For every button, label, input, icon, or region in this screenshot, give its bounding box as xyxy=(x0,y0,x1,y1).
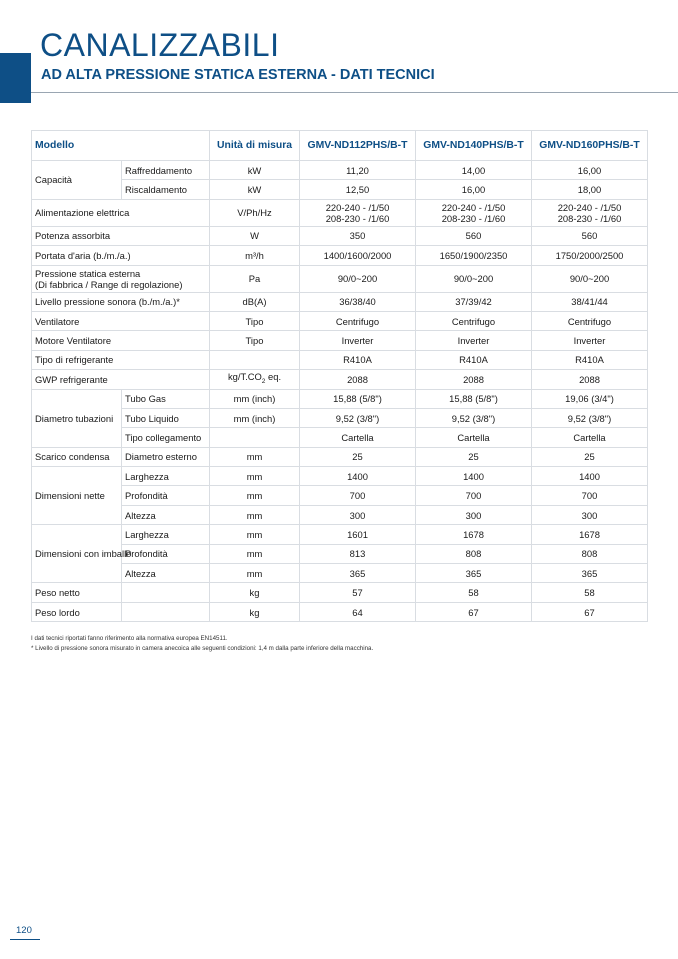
value-line: 220-240 - /1/50 xyxy=(441,201,506,213)
table-row xyxy=(32,389,648,408)
unit-cell xyxy=(210,370,300,389)
unit-subscript: 2 xyxy=(261,378,266,386)
unit-cell: mm (inch) xyxy=(210,389,300,408)
unit-cell: mm xyxy=(210,564,300,583)
value-cell: R410A xyxy=(532,350,648,369)
table-row xyxy=(32,265,648,292)
table-row xyxy=(32,602,648,621)
table-row xyxy=(32,564,648,583)
value-cell: 1400 xyxy=(532,467,648,486)
technical-data-table xyxy=(31,130,648,622)
value-cell: 700 xyxy=(532,486,648,505)
value-cell: 808 xyxy=(416,544,532,563)
page-number-rule xyxy=(10,939,40,940)
value-cell: 12,50 xyxy=(300,180,416,199)
footnote: * Livello di pressione sonora misurato in camera anecoica alle seguenti condizioni: 1,4 m dalla parte inferiore della macchina. xyxy=(31,645,374,652)
table-row xyxy=(32,311,648,330)
value-cell: R410A xyxy=(300,350,416,369)
table-row xyxy=(32,226,648,245)
unit-cell: Tipo xyxy=(210,311,300,330)
row-label: Altezza xyxy=(122,564,210,583)
unit-cell: mm (inch) xyxy=(210,408,300,427)
group-label: Dimensioni con imballo xyxy=(32,525,122,583)
value-cell: 18,00 xyxy=(532,180,648,199)
row-label: Riscaldamento xyxy=(122,180,210,199)
value-cell: 700 xyxy=(300,486,416,505)
group-label: Scarico condensa xyxy=(32,447,122,466)
row-label: Tubo Liquido xyxy=(122,408,210,427)
page-subtitle: AD ALTA PRESSIONE STATICA ESTERNA - DATI TECNICI xyxy=(41,67,435,83)
value-cell: 11,20 xyxy=(300,161,416,180)
unit-cell: kg xyxy=(210,602,300,621)
table-row xyxy=(32,331,648,350)
row-label: Alimentazione elettrica xyxy=(32,199,210,226)
value-cell: Centrifugo xyxy=(416,311,532,330)
row-label: Larghezza xyxy=(122,467,210,486)
unit-cell xyxy=(210,350,300,369)
table-row xyxy=(32,525,648,544)
value-cell: 58 xyxy=(416,583,532,602)
unit-text: kg/T.CO xyxy=(227,371,262,383)
group-label: Diametro tubazioni xyxy=(32,389,122,447)
table-row xyxy=(32,408,648,427)
value-cell: 37/39/42 xyxy=(416,292,532,311)
value-cell: Cartella xyxy=(532,428,648,447)
value-line: 208-230 - /1/60 xyxy=(325,212,390,224)
unit-cell: mm xyxy=(210,505,300,524)
unit-cell: V/Ph/Hz xyxy=(210,199,300,226)
header-modello: Modello xyxy=(32,131,210,161)
row-label-line: Pressione statica esterna xyxy=(35,267,141,279)
value-cell: 57 xyxy=(300,583,416,602)
table-row xyxy=(32,161,648,180)
value-cell: 25 xyxy=(532,447,648,466)
table-row xyxy=(32,467,648,486)
value-line: 208-230 - /1/60 xyxy=(557,212,622,224)
row-label: Peso netto xyxy=(32,583,122,602)
table-row xyxy=(32,370,648,389)
value-cell: 67 xyxy=(532,602,648,621)
empty-cell xyxy=(122,602,210,621)
value-cell: 25 xyxy=(300,447,416,466)
unit-cell: kW xyxy=(210,180,300,199)
value-cell: 14,00 xyxy=(416,161,532,180)
value-cell: 16,00 xyxy=(532,161,648,180)
page-title: CANALIZZABILI xyxy=(40,27,280,63)
value-cell xyxy=(300,199,416,226)
unit-cell: mm xyxy=(210,486,300,505)
header-model-1: GMV-ND112PHS/B-T xyxy=(300,131,416,161)
value-cell: 808 xyxy=(532,544,648,563)
value-cell: 1650/1900/2350 xyxy=(416,246,532,265)
value-line: 220-240 - /1/50 xyxy=(557,201,622,213)
unit-cell: Tipo xyxy=(210,331,300,350)
value-cell: 350 xyxy=(300,226,416,245)
group-label: Capacità xyxy=(32,161,122,200)
value-line: 208-230 - /1/60 xyxy=(441,212,506,224)
value-cell: 300 xyxy=(416,505,532,524)
unit-cell: kW xyxy=(210,161,300,180)
row-label: Tubo Gas xyxy=(122,389,210,408)
value-cell: 1400 xyxy=(300,467,416,486)
row-label: Profondità xyxy=(122,486,210,505)
row-label-line: (Di fabbrica / Range di regolazione) xyxy=(35,278,183,290)
page-number: 120 xyxy=(16,925,32,936)
row-label: Larghezza xyxy=(122,525,210,544)
table-row xyxy=(32,505,648,524)
unit-cell: mm xyxy=(210,525,300,544)
value-cell xyxy=(416,199,532,226)
value-cell: 365 xyxy=(416,564,532,583)
table-header-row xyxy=(32,131,648,161)
value-cell: 2088 xyxy=(532,370,648,389)
header-model-2: GMV-ND140PHS/B-T xyxy=(416,131,532,161)
value-cell: 700 xyxy=(416,486,532,505)
value-cell: 300 xyxy=(300,505,416,524)
value-cell: 1750/2000/2500 xyxy=(532,246,648,265)
empty-cell xyxy=(122,583,210,602)
value-cell: 813 xyxy=(300,544,416,563)
unit-cell: Pa xyxy=(210,265,300,292)
value-cell: Centrifugo xyxy=(300,311,416,330)
value-cell: 64 xyxy=(300,602,416,621)
value-cell: 1678 xyxy=(416,525,532,544)
footnote: I dati tecnici riportati fanno riferimento alla normativa europea EN14511. xyxy=(31,635,228,642)
unit-text: eq. xyxy=(265,371,282,383)
value-cell: 16,00 xyxy=(416,180,532,199)
value-cell: Inverter xyxy=(532,331,648,350)
row-label: Tipo collegamento xyxy=(122,428,210,447)
unit-cell: mm xyxy=(210,467,300,486)
value-cell: 300 xyxy=(532,505,648,524)
value-cell: 36/38/40 xyxy=(300,292,416,311)
footnotes xyxy=(31,634,373,654)
row-label: Peso lordo xyxy=(32,602,122,621)
value-cell: 15,88 (5/8") xyxy=(416,389,532,408)
value-cell xyxy=(532,199,648,226)
row-label: Ventilatore xyxy=(32,311,210,330)
value-cell: 2088 xyxy=(300,370,416,389)
row-label: Tipo di refrigerante xyxy=(32,350,210,369)
row-label: Profondità xyxy=(122,544,210,563)
value-cell: 58 xyxy=(532,583,648,602)
table-row xyxy=(32,292,648,311)
value-cell: 90/0~200 xyxy=(532,265,648,292)
row-label: Potenza assorbita xyxy=(32,226,210,245)
table-row xyxy=(32,180,648,199)
title-divider xyxy=(31,92,678,93)
row-label: Motore Ventilatore xyxy=(32,331,210,350)
table-row xyxy=(32,199,648,226)
row-label: Raffreddamento xyxy=(122,161,210,180)
value-cell: 2088 xyxy=(416,370,532,389)
group-label: Dimensioni nette xyxy=(32,467,122,525)
unit-cell: m³/h xyxy=(210,246,300,265)
value-cell: Centrifugo xyxy=(532,311,648,330)
row-label: Altezza xyxy=(122,505,210,524)
value-cell: 560 xyxy=(416,226,532,245)
value-cell: 19,06 (3/4") xyxy=(532,389,648,408)
value-cell: R410A xyxy=(416,350,532,369)
header-model-3: GMV-ND160PHS/B-T xyxy=(532,131,648,161)
unit-cell: kg xyxy=(210,583,300,602)
value-cell: 1601 xyxy=(300,525,416,544)
table-row xyxy=(32,486,648,505)
row-label: Diametro esterno xyxy=(122,447,210,466)
unit-cell xyxy=(210,428,300,447)
unit-cell: W xyxy=(210,226,300,245)
row-label: Livello pressione sonora (b./m./a.)* xyxy=(32,292,210,311)
header-unita: Unità di misura xyxy=(210,131,300,161)
row-label: GWP refrigerante xyxy=(32,370,210,389)
value-cell: 90/0~200 xyxy=(416,265,532,292)
value-cell: 365 xyxy=(300,564,416,583)
value-cell: Inverter xyxy=(300,331,416,350)
unit-cell: mm xyxy=(210,447,300,466)
value-cell: 1678 xyxy=(532,525,648,544)
value-cell: 15,88 (5/8") xyxy=(300,389,416,408)
value-cell: 1400/1600/2000 xyxy=(300,246,416,265)
row-label xyxy=(32,265,210,292)
row-label: Portata d'aria (b./m./a.) xyxy=(32,246,210,265)
table-row xyxy=(32,428,648,447)
unit-cell: dB(A) xyxy=(210,292,300,311)
value-cell: 9,52 (3/8") xyxy=(300,408,416,427)
value-cell: 38/41/44 xyxy=(532,292,648,311)
value-cell: 90/0~200 xyxy=(300,265,416,292)
table-row xyxy=(32,447,648,466)
value-cell: 67 xyxy=(416,602,532,621)
table-row xyxy=(32,583,648,602)
table-row xyxy=(32,246,648,265)
value-cell: 25 xyxy=(416,447,532,466)
value-cell: Inverter xyxy=(416,331,532,350)
unit-cell: mm xyxy=(210,544,300,563)
value-cell: Cartella xyxy=(300,428,416,447)
value-cell: 9,52 (3/8") xyxy=(532,408,648,427)
side-accent-block xyxy=(0,53,31,103)
value-cell: 560 xyxy=(532,226,648,245)
table-row xyxy=(32,350,648,369)
value-cell: 1400 xyxy=(416,467,532,486)
value-cell: 9,52 (3/8") xyxy=(416,408,532,427)
value-cell: Cartella xyxy=(416,428,532,447)
value-line: 220-240 - /1/50 xyxy=(325,201,390,213)
value-cell: 365 xyxy=(532,564,648,583)
